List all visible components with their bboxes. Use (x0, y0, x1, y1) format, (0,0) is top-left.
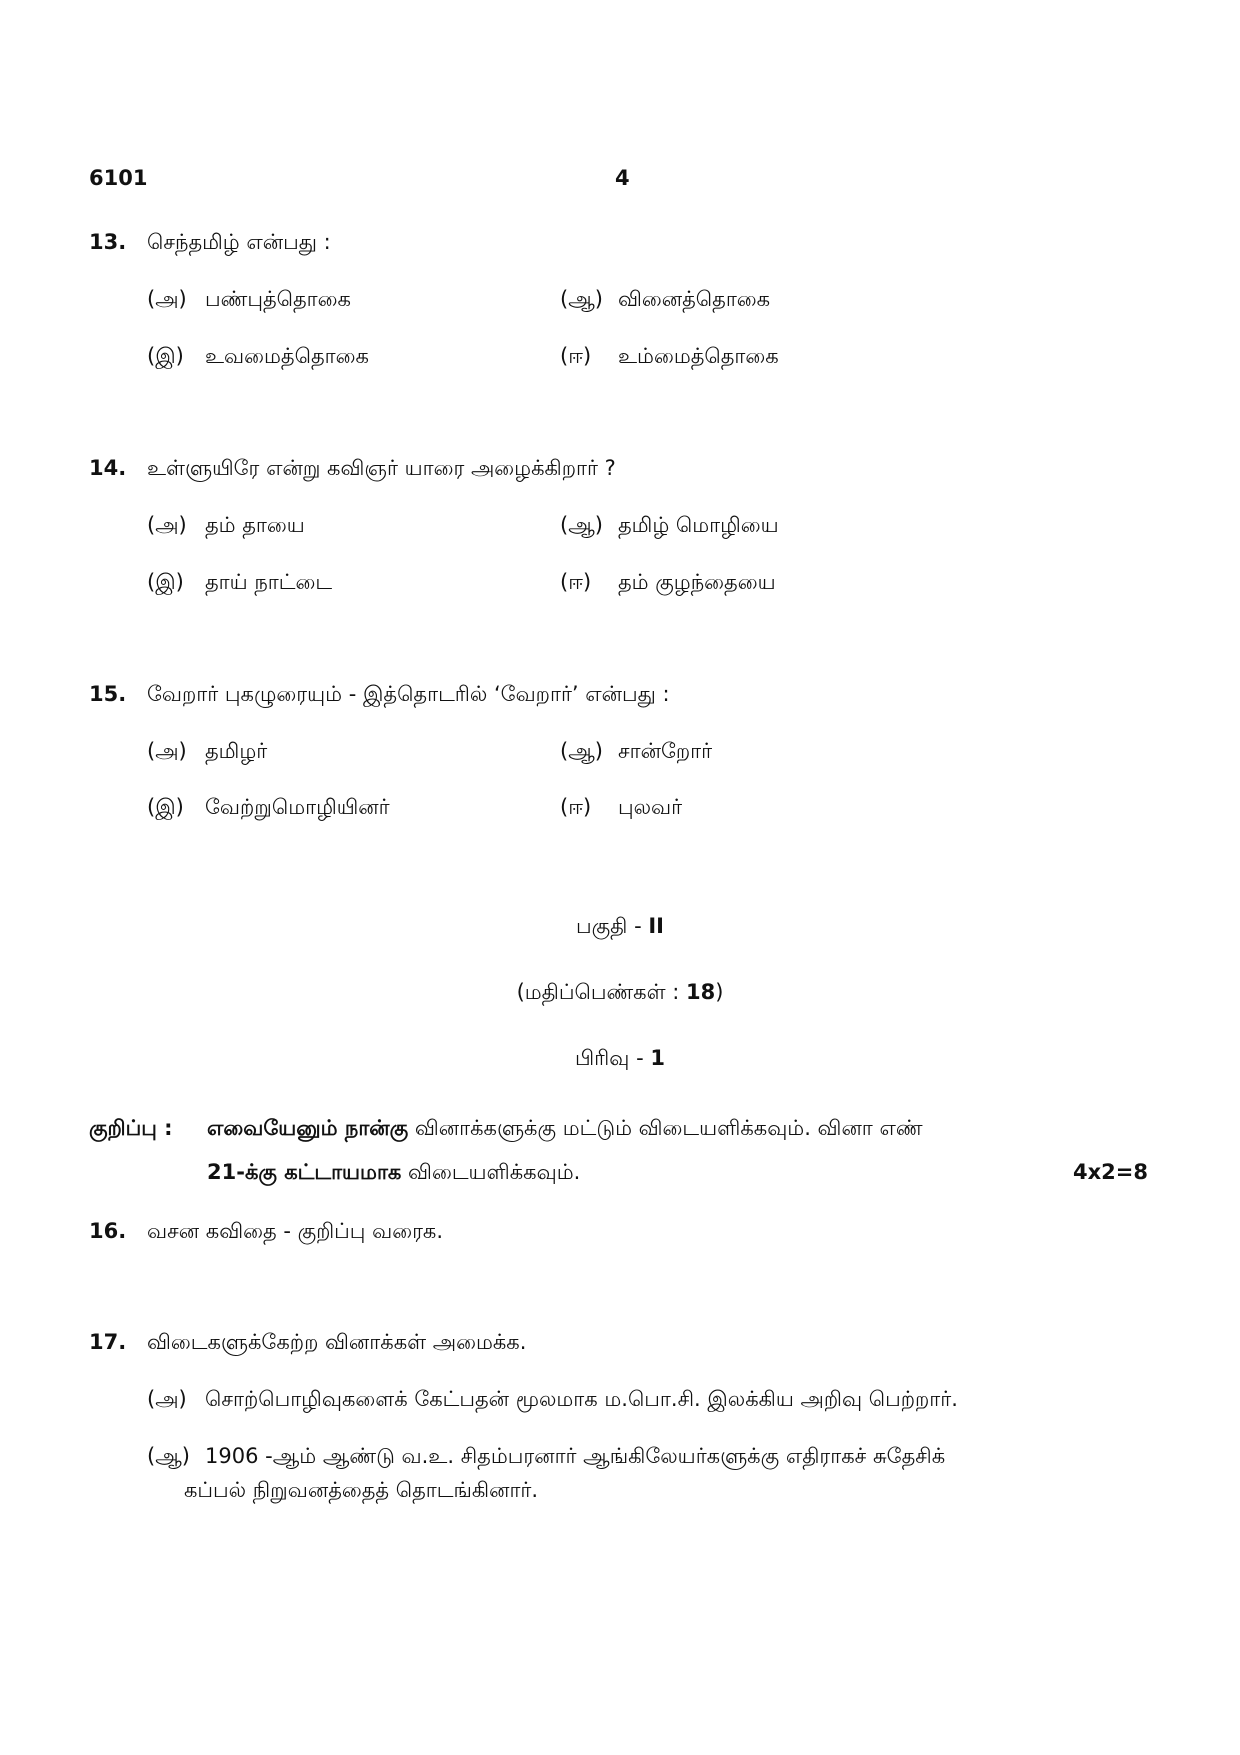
question-text: உள்ளுயிரே என்று கவிஞர் யாரை அழைக்கிறார் ? (147, 456, 616, 480)
sub-question-label: (அ) (147, 1387, 187, 1411)
option-text: தம் குழந்தையை (618, 570, 776, 594)
note-label: குறிப்பு : (89, 1116, 173, 1140)
option-label: (அ) (147, 513, 187, 537)
option-text: தம் தாயை (205, 513, 305, 537)
question-text: விடைகளுக்கேற்ற வினாக்கள் அமைக்க. (147, 1330, 527, 1354)
option-text: தாய் நாட்டை (205, 570, 333, 594)
question-number: 15. (89, 682, 127, 706)
question-number: 13. (89, 230, 127, 254)
sub-question-label: (ஆ) (147, 1444, 190, 1468)
note-text-1: வினாக்களுக்கு மட்டும் விடையளிக்கவும். வினா எண் (408, 1116, 923, 1140)
option-label: (இ) (147, 570, 184, 594)
option-text: உவமைத்தொகை (205, 344, 369, 368)
note-marks: 4x2=8 (1073, 1160, 1148, 1184)
note-bold-2: 21-க்கு கட்டாயமாக (207, 1160, 402, 1184)
sub-question-text: சொற்பொழிவுகளைக் கேட்பதன் மூலமாக ம.பொ.சி. இலக்கிய அறிவு பெற்றார். (205, 1387, 958, 1411)
option-text: தமிழர் (205, 739, 268, 763)
option-text: வேற்றுமொழியினர் (205, 795, 390, 819)
option-label: (ஆ) (560, 287, 603, 311)
note-line-2 (207, 1160, 580, 1187)
part-heading (0, 914, 1240, 941)
note-text-2: விடையளிக்கவும். (401, 1160, 581, 1184)
option-label: (ஈ) (560, 570, 592, 594)
marks-heading (0, 980, 1240, 1007)
note-bold-1: எவையேனும் நான்கு (207, 1116, 409, 1140)
option-label: (ஆ) (560, 513, 603, 537)
question-number: 16. (89, 1219, 127, 1243)
division-number: 1 (650, 1046, 665, 1070)
option-text: பண்புத்தொகை (205, 287, 351, 311)
option-text: சான்றோர் (618, 739, 713, 763)
part-label: பகுதி - (576, 914, 649, 938)
option-text: தமிழ் மொழியை (618, 513, 779, 537)
division-label: பிரிவு - (575, 1046, 651, 1070)
marks-open: (மதிப்பெண்கள் : (516, 980, 686, 1004)
question-text: செந்தமிழ் என்பது : (147, 230, 331, 254)
option-label: (இ) (147, 344, 184, 368)
question-number: 14. (89, 456, 127, 480)
marks-close: ) (715, 980, 724, 1004)
option-label: (ஈ) (560, 344, 592, 368)
option-label: (இ) (147, 795, 184, 819)
question-text: வேறார் புகழுரையும் - இத்தொடரில் ‘வேறார்’ என்பது : (147, 682, 670, 706)
marks-value: 18 (686, 980, 716, 1004)
page-number: 4 (615, 166, 630, 190)
option-text: வினைத்தொகை (618, 287, 771, 311)
option-text: உம்மைத்தொகை (618, 344, 779, 368)
sub-question-text-continued: கப்பல் நிறுவனத்தைத் தொடங்கினார். (184, 1478, 539, 1502)
option-text: புலவர் (618, 795, 683, 819)
paper-code: 6101 (89, 166, 148, 190)
sub-question-text: 1906 -ஆம் ஆண்டு வ.உ. சிதம்பரனார் ஆங்கிலேயர்களுக்கு எதிராகச் சுதேசிக் (205, 1444, 946, 1468)
option-label: (அ) (147, 287, 187, 311)
option-label: (அ) (147, 739, 187, 763)
note-line-1 (207, 1116, 923, 1143)
option-label: (ஈ) (560, 795, 592, 819)
question-text: வசன கவிதை - குறிப்பு வரைக. (147, 1219, 444, 1243)
option-label: (ஆ) (560, 739, 603, 763)
division-heading (0, 1046, 1240, 1073)
question-number: 17. (89, 1330, 127, 1354)
part-roman: II (648, 914, 664, 938)
